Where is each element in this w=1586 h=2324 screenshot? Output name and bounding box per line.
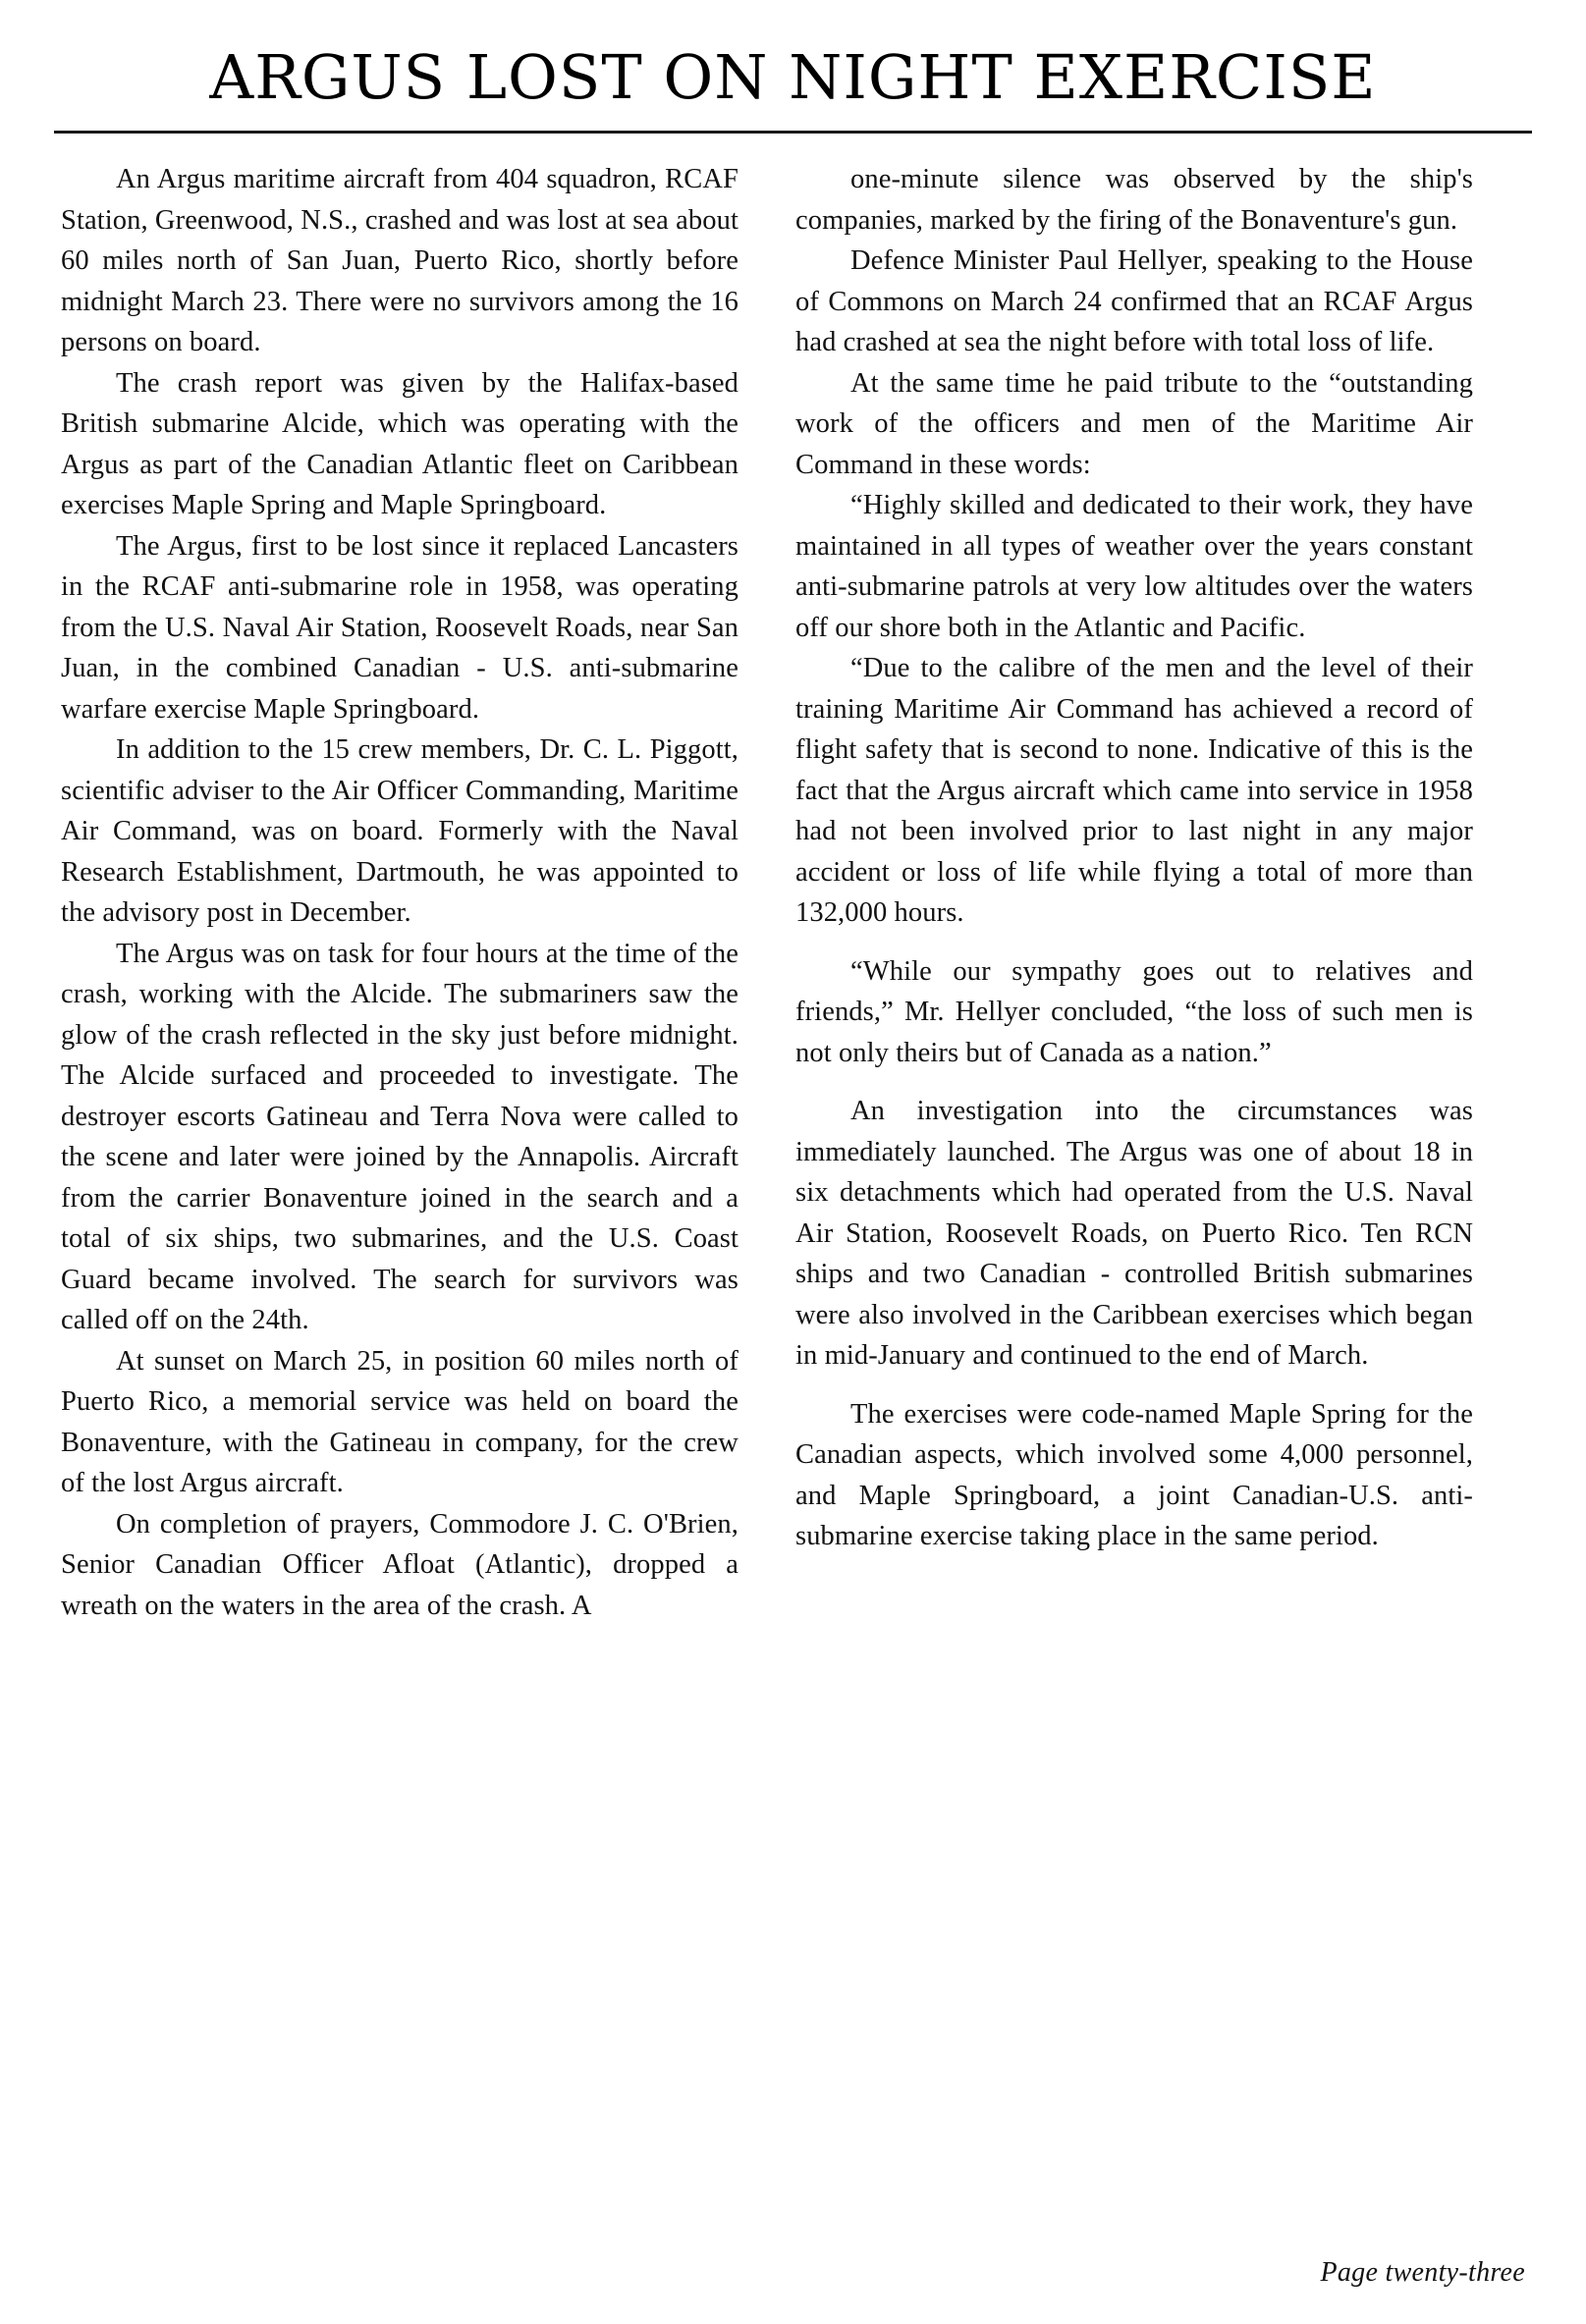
paragraph: In addition to the 15 crew members, Dr. C. L. Piggott, scientific adviser to the Air Officer Commanding, Maritime Air Command, was on board. Formerly with the Naval Research Establishment, Dartmouth, he was appointed to the advisory post in December. bbox=[61, 734, 738, 928]
right-column bbox=[795, 159, 1473, 1626]
paragraph: The Argus was on task for four hours at the time of the crash, working with the Alcide. The submariners saw the glow of the crash reflected in the sky just before midnight. The Alcide surfaced and proceeded to investigate. The destroyer escorts Gatineau and Terra Nova were called to the scene and later were joined by the Annapolis. Aircraft from the carrier Bonaventure joined in the search and a total of six ships, two submarines, and the U.S. Coast Guard became involved. The search for survivors was called off on the 24th. bbox=[61, 938, 738, 1335]
paragraph: The crash report was given by the Halifax-based British submarine Alcide, which was operating with the Argus as part of the Canadian Atlantic fleet on Caribbean exercises Maple Spring and Maple Springboard. bbox=[61, 367, 738, 520]
paragraph: “Highly skilled and dedicated to their work, they have maintained in all types of weather over the years constant anti-submarine patrols at very low altitudes over the waters off our shore both in the Atlantic and Pacific. bbox=[795, 490, 1473, 643]
paragraph: The Argus, first to be lost since it replaced Lancasters in the RCAF anti-submarine role in 1958, was operating from the U.S. Naval Air Station, Roosevelt Roads, near San Juan, in the combined Canadian - U.S. anti-submarine warfare exercise Maple Springboard. bbox=[61, 530, 738, 725]
paragraph: An investigation into the circumstances was immediately launched. The Argus was one of about 18 in six detachments which had operated from the U.S. Naval Air Station, Roosevelt Roads, on Puerto Rico. Ten RCN ships and two Canadian - controlled British submarines were also involved in the Caribbean exercises which began in mid-January and continued to the end of March. bbox=[795, 1096, 1473, 1371]
paragraph: At the same time he paid tribute to the “outstanding work of the officers and men of the Maritime Air Command in these words: bbox=[795, 367, 1473, 480]
paragraph: On completion of prayers, Commodore J. C. O'Brien, Senior Canadian Officer Afloat (Atlantic), dropped a wreath on the waters in the area of the crash. A bbox=[61, 1508, 738, 1621]
paragraph: At sunset on March 25, in position 60 miles north of Puerto Rico, a memorial service was held on board the Bonaventure, with the Gatineau in company, for the crew of the lost Argus aircraft. bbox=[61, 1345, 738, 1498]
left-column bbox=[61, 159, 738, 1626]
paragraph: one-minute silence was observed by the ship's companies, marked by the firing of the Bonaventure's gun. bbox=[795, 164, 1473, 236]
headline-divider bbox=[54, 131, 1532, 134]
paragraph: An Argus maritime aircraft from 404 squadron, RCAF Station, Greenwood, N.S., crashed and was lost at sea about 60 miles north of San Juan, Puerto Rico, shortly before midnight March 23. There were no survivors among the 16 persons on board. bbox=[61, 164, 738, 357]
paragraph: The exercises were code-named Maple Spring for the Canadian aspects, which involved some 4,000 personnel, and Maple Springboard, a joint Canadian-U.S. anti-submarine exercise taking place in the same period. bbox=[795, 1398, 1473, 1551]
paragraph: “Due to the calibre of the men and the level of their training Maritime Air Command has achieved a record of flight safety that is second to none. Indicative of this is the fact that the Argus aircraft which came into service in 1958 had not been involved prior to last night in any major accident or loss of life while flying a total of more than 132,000 hours. bbox=[795, 653, 1473, 928]
article-body bbox=[61, 159, 1525, 1626]
paragraph: “While our sympathy goes out to relatives and friends,” Mr. Hellyer concluded, “the loss of such men is not only theirs but of Canada as a nation.” bbox=[795, 955, 1473, 1068]
paragraph: Defence Minister Paul Hellyer, speaking to the House of Commons on March 24 confirmed that an RCAF Argus had crashed at sea the night before with total loss of life. bbox=[795, 245, 1473, 357]
page-title: ARGUS LOST ON NIGHT EXERCISE bbox=[209, 41, 1377, 113]
page-number: Page twenty-three bbox=[1320, 2257, 1525, 2288]
